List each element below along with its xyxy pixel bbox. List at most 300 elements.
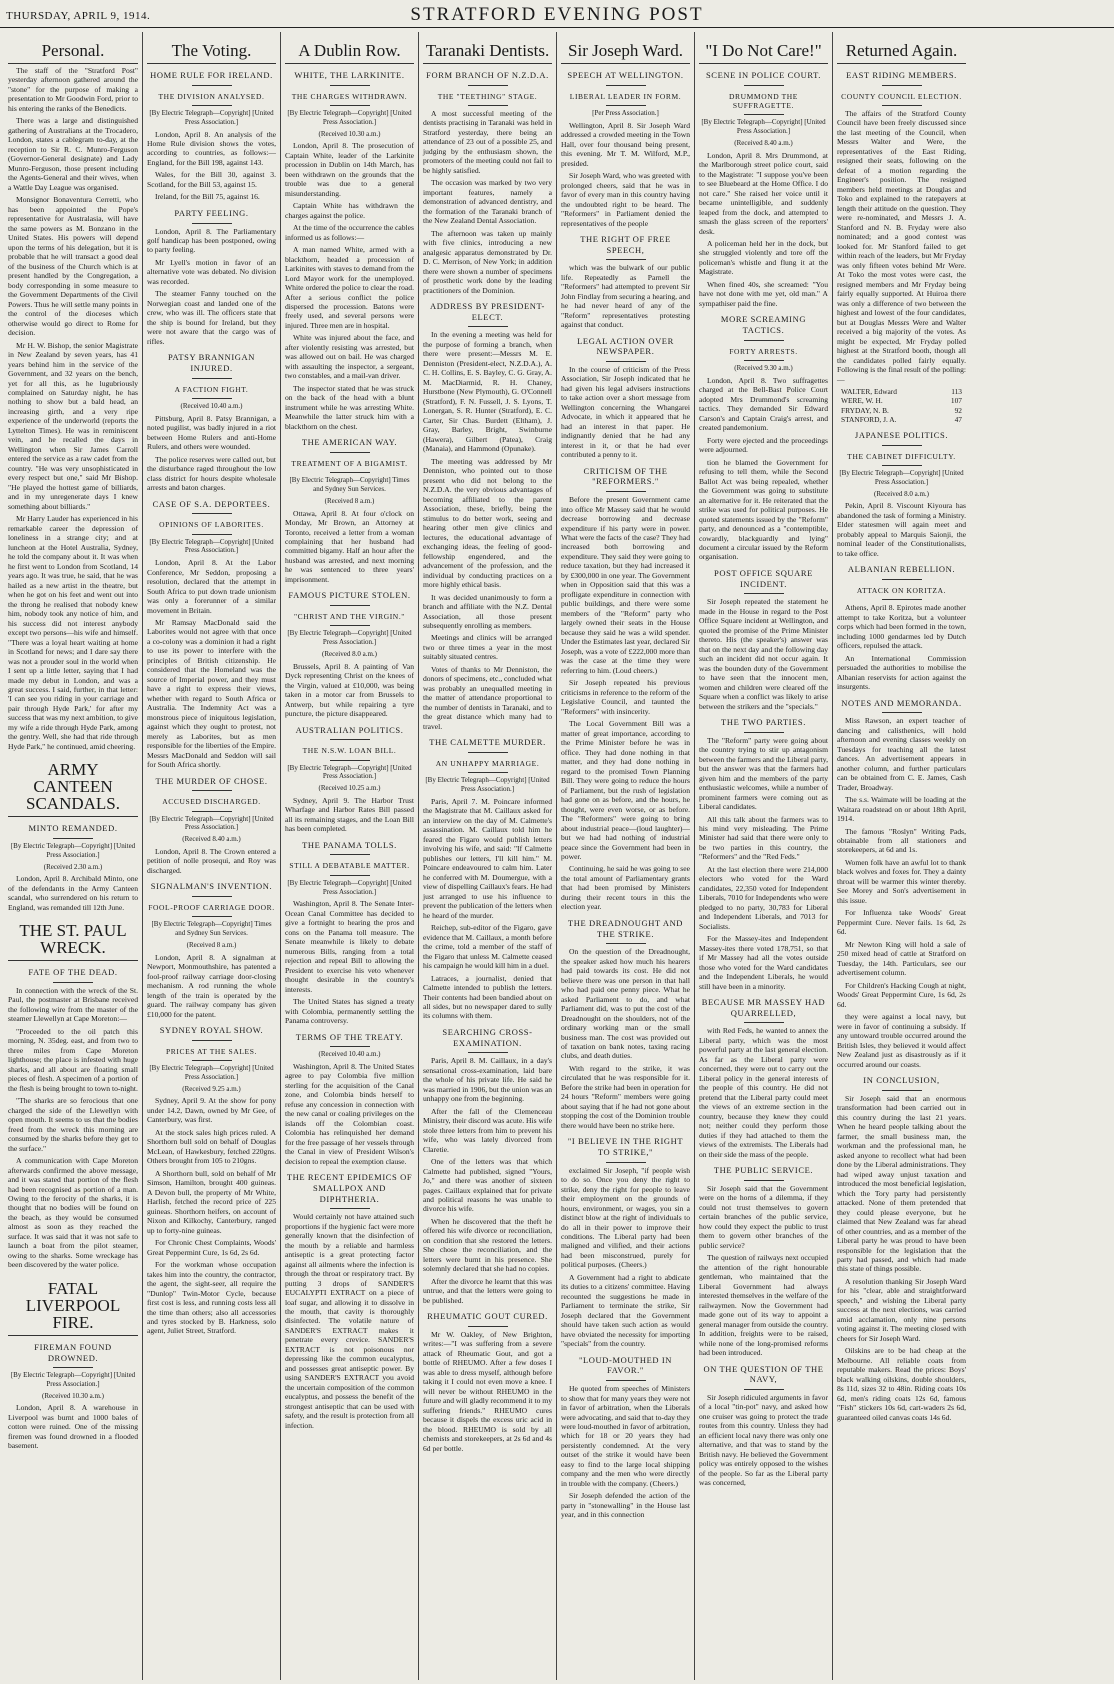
byline: [By Electric Telegraph—Copyright] [United Press Association.] [149,109,274,126]
byline: [By Electric Telegraph—Copyright] [United Press Association.] [149,1064,274,1081]
article [285,590,414,718]
paragraph: In the course of criticism of the Press Association, Sir Joseph indicated that he had given his legal advisers instructions to take action over a short message from Wellington concerning the Whangarei Advocate, in which it appeared that he had an interest in that paper. He indignantly denied that he had any interest in it, or that he had ever contributed a penny to it. [561,364,690,460]
article [699,1165,828,1357]
headline-rule [8,960,138,961]
paragraph: There was a large and distinguished gathering of Australians at the Trocadero, London, states a cablegram to-day, at the reception to Sir R. C. Munro-Ferguson (Governor-General designate) and Lady Munro-Ferguson, those present including the Agents-General and their wives, when a Wattle Day League was organised. [8,116,138,192]
subheading: WHITE, THE LARKINITE. [294,70,405,80]
subheading: PRICES AT THE SALES. [166,1046,257,1056]
subheading: FIREMAN FOUND DROWNED. [34,1341,112,1363]
paragraph: Sydney, April 9. The Harbor Trust Wharfage and Harbor Rates Bill passed all its remaining stages, and the Loan Bill has been completed. [285,795,414,834]
divider [53,982,93,983]
divider [744,1180,784,1181]
subheading: THE MURDER OF CHOSE. [155,775,268,786]
subheading: FORTY ARRESTS. [729,346,798,356]
article [837,698,966,1070]
paragraph: Wellington, April 8. Sir Joseph Ward addressed a crowded meeting in the Town Hall, over four thousand being present, this evening. Mr T. M. Wilford, M.P., presided. [561,120,690,168]
paragraph: Sir Joseph said that the Government were on the horns of a dilemma, if they could not trust themselves to govern certain branches of the public service, how could they expect the public to trust them to govern other branches of the public service? [699,1183,828,1250]
divider [468,1326,508,1327]
paragraph: Meetings and clinics will be arranged two or three times a year in the most suitably situated centres. [423,633,552,662]
article [423,1027,552,1305]
poll-result-row [837,387,966,396]
divider [330,854,370,855]
column [280,32,418,1680]
subheading: FAMOUS PICTURE STOLEN. [288,590,411,601]
article [285,42,414,431]
received-time: (Received 10.30 a.m.) [318,129,381,138]
article [837,42,966,424]
subheading: CRITICISM OF THE "REFORMERS." [583,465,668,487]
received-time: (Received 9.30 a.m.) [734,364,793,372]
paragraph: The Local Government Bill was a matter of great importance, according to the Prime Minister before he was in office. They had done nothing in that matter, and they had done nothing in regard to the promised Town Planning Bill. They were going to reduce the hours of Parliament, but the rush of legislation had gone on as before, and the hours, he thought, were even worse, or as before. The "Reformers" were going to bring about industrial peace—(loud laughter)—but we had had nothing of industrial peace since the Government had been in power. [561,719,690,861]
paragraph: In the evening a meeting was held for the purpose of forming a branch, when there were present:—Messrs M. E. Denniston (President-elect, N.Z.D.A.), A. C. H. Collins, E. S. Bayley, C. G. Gray, A. M. MacDiarmid, R. H. Chaney, Hurstbone (New Plymouth), G. O'Connell (Stratford), F. N. Fussell, J. S. Lyons, T. Lonergan, S. R. Hunter (Stratford), E. C. Carter, Sir Chas. Burdett (Eltham), J. Gray, Barley, Bright, Swinburne (Hawera), Gilbert (Patea), Craig (Manaia), and Hammond (Opunake). [423,330,552,454]
paragraph: London, April 8. A warehouse in Liverpool was burnt and 1000 bales of cotton were ruined. One of the missing firemen was found drowned in a flooded basement. [8,1403,138,1451]
subheading: THE PUBLIC SERVICE. [713,1165,814,1176]
divider [330,605,370,606]
paragraph: The question of railways next occupied the attention of the right honourable gentleman, who maintained that the Liberal Government had always interested themselves in the welfare of the railwaymen. Now the Government had made gone out of its way to appoint a general manager from outside the country. In addition, freights were to be raised, while none of the long-promised reforms had been introduced. [699,1253,828,1358]
article [285,840,414,1026]
paragraph: they were against a local navy, but were in favor of continuing a subsidy. If any untoward trouble occurred around the British Isles, they believed it would affect New Zealand just as disastrously as if it occurred around our coasts. [837,1012,966,1069]
divider [882,465,922,466]
headline-rule [8,1335,138,1336]
headline-rule [699,63,828,64]
paragraph: Paris, April 7. M. Poincare informed the Magistrate that M. Caillaux asked for an interview on the day of M. Calmette's assassination. M. Caillaux told him he feared the Figaro would publish letters involving his wife, and said: "If Calmette publishes our letters, I'll kill him." M. Poincare endeavoured to calm him. Later he conferred with M. Doumergue, with a view of dispelling Caillaux's fears. He had just arranged to use his influence to prevent the publication of the letters when he heard of the murder. [423,796,552,920]
paragraph: The "Reform" party were going about the country trying to stir up antagonism between the farmers and the Liberal party, but the answer was that the farmers had given him and the members of the party enthusiastic welcomes, while a number of prominent farmers were coming out as Liberal candidates. [699,735,828,812]
article [837,430,966,558]
headline-rule [837,63,966,64]
divider [330,739,370,740]
paragraph: Continuing, he said he was going to see the total amount of Parliamentary grants that had been promised by Ministers during their recent tours in this the election year. [561,864,690,912]
paragraph: London, April 8. A signalman at Newport, Monmouthshire, has patented a fool-proof railway carriage door-closing mechanism. A rod running the whole length of the train is operated by the guard. The railway company has given £10,000 for the patent. [147,952,276,1019]
divider [882,599,922,600]
subheading: THE AMERICAN WAY. [301,437,398,448]
subheading: STILL A DEBATABLE MATTER. [289,861,410,871]
article [423,42,552,295]
divider [330,625,370,626]
paragraph: A man named White, armed with a blackthorn, headed a procession of Larkinites with staves to demand from the Lord Mayor work for the unemployed. White ordered the police to clear the road. After a serious conflict the police dispersed the procession. Batons were freely used, and several persons were injured. Three men are in hospital. [285,245,414,330]
subheading: ATTACK ON KORITZA. [856,585,947,595]
article [285,437,414,584]
article [699,1364,828,1488]
received-time: (Received 10.30 a.m.) [41,1391,104,1400]
divider [744,732,784,733]
paragraph: A policeman held her in the dock, but she struggled violently and tore off the policeman's whistle and flung it at the Magistrate. [699,238,828,277]
paragraph: White was injured about the face, and after violently resisting was arrested, but was allowed out on bail. He was charged with assaulting the inspector, a sergeant, two constables, and a mail-van driver. [285,333,414,381]
subheading: "I BELIEVE IN THE RIGHT TO STRIKE," [567,1136,684,1157]
subheading: ON THE QUESTION OF THE NAVY, [703,1363,824,1385]
paragraph: At the time of the occurrence the cables informed us as follows:— [285,223,414,242]
subheading: EAST RIDING MEMBERS. [846,70,957,80]
article [147,208,276,346]
article [561,1136,690,1348]
paragraph: An International Commission persuaded the authorities to mobilise the Albanian reservists for action against the insurgents. [837,653,966,692]
newspaper-title: STRATFORD EVENING POST [410,4,704,25]
divider [606,943,646,944]
paragraph: After the fall of the Clemenceau Ministry, their discord was acute. His wife stole three letters from him to prevent his wife, who was lately divorced from Claretie. [423,1106,552,1154]
byline: [By Electric Telegraph—Copyright] [United Press Association.] [10,842,136,859]
divider [606,491,646,492]
divider [468,85,508,86]
issue-date: THURSDAY, APRIL 9, 1914. [6,10,151,22]
received-time: (Received 8 a.m.) [186,940,237,949]
article [147,352,276,492]
column [556,32,694,1680]
paragraph: Mr W. Oakley, of New Brighton, writes:—"I was suffering from a severe attack of Rheumatic Gout, and got a bottle of RHEUMO. After a few doses I was able to dress myself, although before taking it I could not even move a knee. I will never be without RHEUMO in the future and will gladly recommend it to my suffering friends." RHEUMO cures because it dispels the excess uric acid in the blood. RHEUMO is sold by all chemists and storekeepers, at 2s 6d and 4s 6d per bottle. [423,1329,552,1453]
paragraph: Captain White has withdrawn the charges against the police. [285,201,414,220]
subheading: DRUMMOND THE SUFFRAGETTE. [729,91,798,110]
paragraph: Mr Harry Lauder has experienced in his remarkable career the depression of loneliness in a strange city; and at luncheon at the Hotel Australia, Sydney, he told the company about it. It was when he first went to London from Scotland, 14 years ago. It was true, he said, that he was hailed as a new artist in the theatre, but when he got on his feet and went out into the throng he realised that nobody knew him, nobody took any notice of him, and his success did not interest anybody except two persons—his wife and himself. "There was a loyal heart waiting at home in Scotland for news; and I dare say there was not a prouder soul in the world when I sent up a little letter, saying that I had made my debut in London, and was a great success. I said, further, in that letter: 'I can see you riding in your carriage and pair through Hyde Park,' for after my success that was my next ambition, to give my wife a ride through Hyde Park, among the gentry. Well, she had that ride through Hyde Park," he continued, amid cheering. [8,514,138,751]
divider [330,105,370,106]
byline: [By Electric Telegraph—Copyright] [United Press Association.] [287,763,412,781]
byline: [By Electric Telegraph—Copyright] [United Press Association.] [10,1371,136,1388]
paragraph: Washington, April 8. The United States agree to pay Colombia five million sterling for the acquisition of the Canal zone, and Colombia binds herself to refuse any concession in connection with the new canal or coaling privileges on the islands off the Colombian coast. Colombia has relinquished her demand for the free passage of her vessels through the Canal in view of President Wilson's decision to repeal the exemption clause. [285,1061,414,1166]
paragraph: Sir Joseph Ward, who was greeted with prolonged cheers, said that he was in favor of every man in this country having the undoubted right to be heard. The "Reformers" in Parliament denied the representatives of the people [561,171,690,228]
subheading: LEGAL ACTION OVER NEWSPAPER. [577,335,674,357]
paragraph: Votes of thanks to Mr Denniston, the donors of specimens, etc., concluded what was probably an unequalled meeting in the matter of attendance proportional to the number of dentists in Taranaki, and to the great distance which many had to travel. [423,664,552,731]
paragraph: The staff of the "Stratford Post" yesterday afternoon gathered around the "stone" for the purpose of making a presentation to Mr Goodwin Ford, prior to his entering the ranks of the Benedicts. [8,66,138,113]
divider [744,593,784,594]
divider [606,85,646,86]
byline: [By Electric Telegraph—Copyright] [United Press Association.] [701,118,826,136]
subheading: THE CABINET DIFFICULTY. [847,451,956,461]
received-time: (Received 8.40 a.m.) [182,835,241,844]
paragraph: For the workman whose occupation takes him into the country, the contractor, the agent, the sight-seer, all require the "Dunlop" Twin-Motor Cycle, because first cost is less, and running costs less all the time than others; also all accessories and tyres stocked by B. Harkness, solo agent, Juliet Street, Stratford. [147,1260,276,1336]
headline: "I Do Not Care!" [705,41,822,60]
paragraph: Monsignor Bonaventura Cerretti, who has been appointed the Pope's representative for Australasia, will have the same powers as M. Bonzano in the United States. His powers will depend upon the terms of his delegation, but it is probable that he will transact a good deal of the business of the Church which is at present handled by the Congregation, a body corresponding in some measure to the Government Departments of the Civil Powers. Thus he will settle many points in the control of the dioceses which otherwise would go direct to Rome for decision. [8,195,138,338]
byline: [Per Press Association.] [592,109,659,117]
paragraph: When fined 40s, she screamed: "You have not done with me yet, old man." A sympathiser paid the fine. [699,279,828,308]
poll-result-row [837,406,966,415]
subheading: SIGNALMAN'S INVENTION. [150,881,273,892]
candidate-name: WERE, W. H. [841,396,883,406]
paragraph: London, April 8. An analysis of the Home Rule division shows the votes, according to countries, as follows:— England, for the Bill 198, against 143. [147,129,276,167]
paragraph: Mr Ramsay MacDonald said the Laborites would not agree with that once a co-colony was a dominion it had a right to use its power to interfere with the principles of British citizenship. He considered that the Homeland was the source of Imperial power, and they must have a right to express their views, whether with regard to South Africa or Australia. The Indemnity Act was a monstrous piece of iniquitous legislation, against which they ought to protest, not merely as Laborites, but as men responsible for the liberties of the Empire. Messrs MacDonald and Seddon will sail for South Africa shortly. [147,617,276,770]
subheading: FORM BRANCH OF N.Z.D.A. [426,70,549,80]
divider [192,811,232,812]
article [147,776,276,876]
paragraph: A most successful meeting of the dentists practising in Taranaki was held in Stratford yesterday, there being an attendance of 23 out of a possible 25, and judging by the enthusiasm shown, the promoters of the meeting could not fail to be highly satisfied. [423,109,552,175]
candidate-votes: 92 [954,405,962,415]
paragraph: tion he blamed the Government for refusing to tell them, while the Second Ballot Act was being repealed, whether the Government was going to substitute an alternative for it. He reiterated that the strike was used for political purposes. He quoted statements issued by the "Reform" party, and denounced as a "contemptible, cowardly, blackguardly and lying" document a circular issued by the Reform organisation. [699,457,828,562]
candidate-name: WALTER, Edward [841,387,897,397]
paragraph: For the Massey-ites and Independent Massey-ites there voted 178,751, so that if Mr Massey had all the votes outside those who voted for the Ward candidates and the Independent Liberals, he would still have been in a minority. [699,934,828,991]
article [561,1355,690,1520]
divider [53,1367,93,1368]
paragraph: One of the letters was that which Calmette had published, signed "Yours, Jo," and there was another of sixteen pages. Caillaux explained that for private and political reasons he was unable to divorce his wife. [423,1157,552,1214]
paragraph: Mr Lyell's motion in favor of an alternative vote was debated. No division was recorded. [147,257,276,286]
paragraph: Sir Joseph defended the action of the party in "stonewalling" in the House last year, and in this connection [561,1491,690,1520]
paragraph: After the divorce he learnt that this was untrue, and that the letters were going to be published. [423,1276,552,1305]
byline: [By Electric Telegraph—Copyright] [United Press Association.] [287,629,412,647]
divider [468,772,508,773]
paragraph: A Government had a right to abdicate its duties to a citizens' committee. Having recounted the suggestions he made in Parliament to terminate the strike, Sir Joseph declared that the Government should have taken such action as would have obviated the necessity for importing "specials" from the country. [561,1272,690,1349]
divider [192,105,232,106]
divider [606,105,646,106]
headline: Taranaki Dentists. [425,41,550,60]
divider [468,105,508,106]
paragraph: London, April 8. The Crown entered a petition of nolle prosequi, and Roy was discharged. [147,846,276,875]
divider [330,452,370,453]
subheading: AUSTRALIAN POLITICS. [295,724,404,735]
article [285,1172,414,1430]
paragraph: A resolution thanking Sir Joseph Ward for his "clear, able and straightforward speech," and wishing the Liberal party success at the next elections, was carried amid acclamation, only nine persons voting against it. The meeting closed with cheers for Sir Joseph Ward. [837,1276,966,1343]
poll-results [837,387,966,424]
headline: A Dublin Row. [298,41,401,60]
article [561,336,690,460]
divider [192,513,232,514]
subheading: COUNTY COUNCIL ELECTION. [841,91,962,101]
paragraph: A Shorthorn bull, sold on behalf of Mr Simson, Hamilton, brought 400 guineas. A Devon bull, the property of Mr White, Harlish, fetched the record price of 225 guineas. Shorthorn heifers, on account of Nixon and Kilkochy, Canterbury, ranged up to forty-nine guineas. [147,1168,276,1235]
article [561,234,690,330]
paragraph: It was decided unanimously to form a branch and affiliate with the N.Z. Dental Association, all those present subsequently enrolling as members. [423,592,552,630]
paragraph: "The sharks are so ferocious that one charged the side of the Llewellyn with open mouth. It seems to us that the bodies freed from the wreck this morning are consumed by the sharks before they get to the surface." [8,1096,138,1153]
paragraph: The steamer Fanny touched on the Norwegian coast and landed one of the crew, who was ill. The officers state that the ship is bound for Ireland, but they were not aware that the cargo was of rifles. [147,289,276,346]
headline: Sir Joseph Ward. [568,41,683,60]
paragraph: With regard to the strike, it was circulated that he was responsible for it. Before the strike had been in operation for 24 hours "Reform" members were going about saying that if he had not gone about stopping the cost of the Dominion trouble there would have been no strike here. [561,1063,690,1130]
subheading: FATE OF THE DEAD. [28,967,118,978]
paragraph: The s.s. Waimate will be loading at the Waitara roadstead on or about 18th April, 1914. [837,795,966,824]
paragraph: with Red Feds, he wanted to annex the Liberal party, which was the most powerful party at the last general election. As far as the Liberal party were concerned, they were out to carry out the Liberal policy in the general interests of the people of this country. He did not pretend that the Liberal party could meet the views of an extreme section in the country, because they knew they could not; neither could they perform those duties if they had attached to them the views of the extremists. The Liberals had on their side the mass of the people. [699,1026,828,1159]
divider [744,1389,784,1390]
paragraph: At the last election there were 214,000 electors who voted for the Ward candidates, 22,350 voted for Independent Liberals, 7010 for Independents who were pledged to no party, 30,783 for Liberal and Independent Liberals, and 7013 for Socialists. [699,864,828,931]
candidate-name: STANFORD, J. A. [841,414,897,424]
paragraph: For Children's Hacking Cough at night, Woods' Great Peppermint Cure, 1s 6d, 2s 6d. [837,980,966,1009]
subheading: NOTES AND MEMORANDA. [841,697,962,708]
divider [192,790,232,791]
divider [192,378,232,379]
paragraph: London, April 8. Archibald Minto, one of the defendants in the Army Canteen scandal, who surrendered on his return to England, was remanded till 12th June. [8,874,138,912]
column [142,32,280,1680]
article [8,1280,138,1451]
column-container [4,32,1110,1680]
byline: [By Electric Telegraph—Copyright] [United Press Association.] [287,878,412,896]
received-time: (Received 10.25 a.m.) [318,784,381,793]
paragraph: Latraces, a journalist, denied that Calmette intended to publish the letters. Their contents had been bandied about on all sides, but no newspaper dared to sully its columns with them. [423,973,552,1021]
subheading: "LOUD-MOUTHED IN FAVOR." [578,1354,673,1376]
paragraph: Oilskins are to be had cheap at the Melbourne. All reliable coats from reputable makers. Read the prices: Boys' black walking oilskins, double shoulders, 8s 11d, sizes 32 to 48in. Riding coats 10s 6d, men's riding coats 12s 6d, famous "Fish" stickers 10s 6d, cart-waders 2s 6d, guaranteed oiled canvas coats 14s 6d. [837,1346,966,1422]
paragraph: In connection with the wreck of the St. Paul, the postmaster at Brisbane received the following wire from the master of the steamer Llewellyn at Cape Moreton:— [8,985,138,1024]
subheading: SYDNEY ROYAL SHOW. [159,1025,264,1036]
subheading: LIBERAL LEADER IN FORM. [569,91,682,101]
paragraph: Washington, April 8. The Senate Inter-Ocean Canal Committee has decided to give a fortnight to hearing the pros and cons on the Panama toll measure. The Senate meanwhile is likely to debate numerous Bills, ranging from a total rejection and repeal Bill to allowing the President to exercise his veto whenever thought desirable in the country's interests. [285,899,414,994]
divider [882,579,922,580]
byline: [By Electric Telegraph—Copyright] [United Press Association.] [425,776,550,794]
candidate-votes: 107 [950,396,962,406]
divider [744,85,784,86]
received-time: (Received 8 a.m.) [324,496,375,505]
subheading: HOME RULE FOR IRELAND. [150,70,273,80]
column [418,32,556,1680]
paragraph: Sydney, April 9. At the show for pony under 14.2, Dawn, owned by Mr Gee, of Canterbury, was first. [147,1096,276,1125]
headline-rule [423,63,552,64]
divider [606,259,646,260]
divider [606,1162,646,1163]
subheading: PARTY FEELING. [174,207,249,218]
subheading: SPEECH AT WELLINGTON. [567,70,684,80]
paragraph: When he discovered that the theft he offered his wife divorce or reconciliation, on condition that she restored the letters. She chose the reconciliation, and the letters were burnt in his presence. She solemnly declared that she had no copies. [423,1216,552,1274]
candidate-votes: 113 [951,387,962,397]
received-time: (Received 10.40 a.m.) [180,401,243,410]
paragraph: Wales, for the Bill 30, against 3. Scotland, for the Bill 53, against 15. [147,170,276,189]
subheading: A FACTION FIGHT. [174,384,249,394]
received-time: (Received 8.0 a.m.) [873,489,929,498]
subheading: SCENE IN POLICE COURT. [705,70,821,80]
candidate-name: FRYDAY, N. B. [841,405,889,415]
divider [468,752,508,753]
divider [330,1208,370,1209]
paragraph: Ottawa, April 8. At four o'clock on Monday, Mr Brown, an Attorney at Toronto, received a letter from a woman complaining that her husband had committed bigamy. Half an hour after the husband was arrested, and next morning he was sentenced to three years' imprisonment. [285,508,414,584]
divider [882,712,922,713]
candidate-votes: 47 [954,414,962,424]
byline: [By Electric Telegraph—Copyright] [United Press Association.] [149,537,274,555]
divider [330,1046,370,1047]
masthead [0,0,1114,30]
subheading: AN UNHAPPY MARRIAGE. [435,758,540,768]
article [837,1075,966,1422]
paragraph: All this talk about the farmers was to his mind very misleading. The Prime Minister had said that there were only to be two parties in this country, the "Reformers" and the "Red Feds." [699,814,828,862]
paragraph: Sir Joseph repeated the statement he made in the House in regard to the Post Office Square incident at Wellington, and quoted the promise of the Prime Minister thereto. His (the speaker's) answer was that on the next day and the following day such an incident did not occur again. It was the bounden duty of the Government to have seen that the innocent men, women and children were cleared off the Square when a conflict was likely to arise between the strikers and the "specials." [699,597,828,711]
headline: Personal. [41,41,105,60]
subheading: JAPANESE POLITICS. [854,430,949,441]
byline: [By Electric Telegraph—Copyright] [United Press Association.] [839,469,964,486]
divider [882,105,922,106]
subheading: "CHRIST AND THE VIRGIN." [294,612,405,622]
article [699,717,828,991]
divider [192,398,232,399]
subheading: THE PANAMA TOLLS. [302,839,397,850]
paragraph: Women folk have an awful lot to thank black wolves and foxes for. They a dainty throat will be warmer this winter thereby. See Morey and Son's advertisement in this issue. [837,857,966,905]
article [285,1032,414,1167]
paragraph: The meeting was addressed by Mr Denniston, who pointed out to those present who did not belong to the N.Z.D.A. the very obvious advantages of becoming affiliated to the parent Association, these, briefly, being the stimulus to do better work, seeing and hearing other men give clinics and lectures, the educational advantage of exchanging ideas, the feeling of good-fellowship engendered, and the advancement of the profession, and the individual by conducting practices on a more highly ethical basis. [423,456,552,590]
paragraph: Ireland, for the Bill 75, against 16. [155,192,260,202]
paragraph: which was the bulwark of our public life. Repeatedly as Parnell the "Reformers" had attempted to prevent Sir John Findlay from securing a hearing, and he had never heard of any of the "Reform" representatives protesting against that conduct. [561,263,690,330]
subheading: TREATMENT OF A BIGAMIST. [291,458,408,468]
headline-rule [147,63,276,64]
paragraph: For Chronic Chest Complaints, Woods' Great Peppermint Cure, 1s 6d, 2s 6d. [147,1238,276,1257]
subheading: THE DREADNOUGHT AND THE STRIKE. [567,917,684,939]
divider [192,1040,232,1041]
subheading: THE RECENT EPIDEMICS OF SMALLPOX AND DIPHTHERIA. [286,1172,413,1204]
subheading: MINTO REMANDED. [28,823,118,834]
headline: Returned Again. [845,41,958,60]
headline-rule [561,63,690,64]
divider [53,838,93,839]
paragraph: Forty were ejected and the proceedings were adjourned. [699,435,828,455]
subheading: MORE SCREAMING TACTICS. [720,314,807,335]
article [699,997,828,1159]
headline-rule [8,63,138,64]
paragraph: Sir Joseph ridiculed arguments in favor of a local "tin-pot" navy, and asked how one cruiser was going to protect the trade routes from this country. Unless they had an efficient local navy there was only one alternative, and that was to stand by the British navy. He believed the Government policy was entirely opposed to the wishes of the people. So far as the Liberal party was concerned, [699,1392,828,1488]
article [423,301,552,731]
article [8,922,138,1270]
paragraph: The afternoon was taken up mainly with five clinics, introducing a new analgesic apparatus demonstrated by Dr. D. C. Merrison, of New York; in addition there were shown a number of specimens of prosthetic work done by the leading practitioners of the Dominion. [423,228,552,295]
paragraph: The affairs of the Stratford County Council have been freely discussed since the last meeting of the Council, when Messrs Walter and Were, the representatives of the East Riding, resigned their seats, following on the defeat of a motion regarding the Engineer's position. The resigned members held meetings at Douglas and Toko and explained to the ratepayers at length their attitude on the question. They were re-nominated, and Messrs J. A. Stanford and N. B. Fryday were also nominated; and a good contest was looked for. Mr Stanford failed to get within reach of the leaders, but Mr Fryday was only fifteen votes behind Mr Were. At Toko the most votes were cast, the resigned members and Mr Fryday being fairly equally supported. At Huiroa there was only a difference of two between the highest and lowest of the four candidates, but at Douglas Messrs Were and Walter received a big majority of the votes. As might be expected, Mr Fryday polled highest at the Stratford booth, though all the candidates polled fairly equally. Following is the final result of the polling:— [837,109,966,384]
received-time: (Received 10.40 a.m.) [318,1050,381,1059]
column [694,32,832,1680]
divider [192,896,232,897]
paragraph: Mr Newton King will hold a sale of 250 mixed head of cattle at Stratford on Tuesday, the 14th. Particulars, see our advertisement column. [837,939,966,978]
paragraph: He quoted from speeches of Ministers to show that for many years they were not in favor of arbitration, when the Liberals were advocating, and said that to-day they were loud-mouthed in favor of arbitration, which for 18 or 20 years they had persistently condemned. At the very outset of the strike it would have been easy to find to the large local shipping company and the men who were directly in trouble with the company. (Cheers.) [561,1384,690,1488]
divider [192,223,232,224]
headline-rule [8,816,138,817]
paragraph: Miss Rawson, an expert teacher of dancing and calisthenics, will hold afternoon and evening classes weekly on Tuesdays for teaching all the latest dances. An advertisement appears in another column, and further particulars can be obtained from C. E. James, Cash Trader, Broadway. [837,716,966,792]
subheading: IN CONCLUSION, [863,1075,940,1086]
byline: [By Electric Telegraph—Copyright] Times and Sydney Sun Services. [151,920,272,938]
subheading: POST OFFICE SQUARE INCIDENT. [714,567,813,589]
paragraph: The occasion was marked by two very important features, namely a demonstration of advanced dentistry, and the formation of the Taranaki branch of the New Zealand Dental Association. [423,178,552,226]
paragraph: "Proceeded to the oil patch this morning, N. 35deg. east, and from two to three miles from Cape Moreton lighthouse; the place is infested with huge sharks, and all about are floating small pieces of flesh. A specimen of a portion of the flesh is being brought to town to-night. [8,1026,138,1093]
subheading: CASE OF S.A. DEPORTEES. [152,498,271,509]
subheading: TERMS OF THE TREATY. [295,1031,404,1042]
divider [882,85,922,86]
received-time: (Received 8.40 a.m.) [734,138,793,147]
divider [744,360,784,361]
subheading: OPINIONS OF LABORITES. [159,520,264,530]
divider [192,916,232,917]
divider [606,1380,646,1381]
paragraph: At the stock sales high prices ruled. A Shorthorn bull sold on behalf of Douglas McLean, of Hawkesbury, fetched 220gns. Others brought from 105 to 210gns. [147,1127,276,1166]
article [699,314,828,454]
article [147,499,276,770]
subheading: ALBANIAN REBELLION. [847,564,956,575]
article [699,458,828,562]
article [8,42,138,751]
divider [882,1090,922,1091]
divider [744,1022,784,1023]
subheading: THE CHARGES WITHDRAWN. [291,91,408,101]
subheading: FOOL-PROOF CARRIAGE DOOR. [148,903,275,913]
paragraph: exclaimed Sir Joseph, "if people wish to do so. Once you deny the right to strike, deny the right for people to leave their employment on the grounds of hours, environment, or wages, you sin a distinct blow at the right of individuals to do all in their power to improve their conditions. The Liberal party had been maligned and vilified, and their actions had been misconstrued, purely for political purposes. (Cheers.) [561,1165,690,1270]
received-time: (Received 9.25 a.m.) [182,1084,241,1093]
paragraph: The inspector stated that he was struck on the back of the head with a blunt instrument while he was arresting White. Meanwhile the latter struck him with a blackthorn on the chest. [285,383,414,431]
paragraph: Sir Joseph repeated his previous criticisms in reference to the reform of the Legislative Council, and taunted the "Reformers" with insincerity. [561,678,690,716]
subheading: THE "TEETHING" STAGE. [437,91,538,101]
byline: [By Electric Telegraph—Copyright] Times and Sydney Sun Services. [289,476,410,494]
masthead-rule [0,27,1114,28]
paragraph: On the question of the Dreadnought, the speaker asked how much his hearers had paid towards its cost. He did not believe there was one person in that hall who had paid one penny piece. What he asked Parliament to do, and what Parliament did, was to put the cost of the Dreadnought on the shoulders, not of the ordinary working man or the small business man. The cost was provided out of taxation on bank notes, taxing racing clubs, and death duties. [561,947,690,1061]
paragraph: London, April 8. The Parliamentary golf handicap has been postponed, owing to party feeling. [147,226,276,255]
divider [192,85,232,86]
divider [744,340,784,341]
subheading: ADDRESS BY PRESIDENT-ELECT. [430,301,545,322]
article [285,725,414,834]
subheading: THE N.S.W. LOAN BILL. [302,746,397,756]
paragraph: London, April 8. Mrs Drummond, at the Marlborough street police court, said to the Magistrate: "I suppose you've been to see Bluebeard at the Home Office. I do not care." She raised her voice until it became unintelligible, and suddenly leaped from the dock, and attempted to smash the glass screen of the reporters' desk. [699,150,828,236]
column [832,32,970,1680]
divider [192,534,232,535]
article [561,918,690,1130]
subheading: SEARCHING CROSS-EXAMINATION. [442,1026,533,1048]
paragraph: Pittsburg, April 8. Patsy Brannigan, a noted pugilist, was badly injured in a riot between Home Rulers and anti-Home Rulers, and others were wounded. [147,413,276,452]
article [147,42,276,202]
article [561,466,690,912]
article [8,761,138,912]
paragraph: The United States has signed a treaty with Colombia, permanently settling the Panama controversy. [285,997,414,1026]
article [837,564,966,691]
article [699,42,828,308]
subheading: PATSY BRANNIGAN INJURED. [167,352,255,373]
paragraph: The police reserves were called out, but the disturbance raged throughout the low class district for hours despite wholesale arrests and baton charges. [147,454,276,493]
paragraph: Before the present Government came into office Mr Massey said that he would decrease borrowing and decrease expenditure if his party were in power. What were the facts of the case? They had increased both borrowing and expenditure. They said they were going to reduce taxation, but they had increased it by £300,000 in one year. The Government when in Opposition said that this was a profligate expenditure in connection with public buildings, and there were some members of the "Reform" party who largely owned their seats in the House because they said he was a wild spender. Under the Estimates last year, declared Sir Joseph, was a vote of £222,000 more than was the case at the time they were referring to him. (Loud cheers.) [561,495,690,675]
paragraph: Would certainly not have attained such proportions if the hygienic fact were more generally known that the disinfection of the mouth by a reliable and harmless antiseptic is a great protecting factor against all ailments where the infection is through the throat or respiratory tract. By putting 3 drops of SANDER'S EUCALYPTI EXTRACT on a piece of loaf sugar, and allowing it to dissolve in the mouth, that cavity is thoroughly disinfected. The volatile nature of SANDER'S EXTRACT makes it penetrate every crevice. SANDER'S EXTRACT is not poisonous nor depressing like the common eucalyptus, and possesses great antiseptic power. By using SANDER'S EXTRACT you avoid the uncertain composition of the common eucalyptus, and possess the benefit of the strongest antiseptic that can be used with safety, and the result is protection from all infection. [285,1212,414,1430]
divider [330,875,370,876]
paragraph: Pekin, April 8. Viscount Kiyoura has abandoned the task of forming a Ministry. Elder statesmen will again meet and probably appeal to Marquis Saionji, the nominal leader of the Constitutionalists, to take office. [837,501,966,558]
subheading: THE RIGHT OF FREE SPEECH, [580,234,671,255]
article [699,568,828,711]
paragraph: The famous "Roslyn" Writing Pads, obtainable from all stationers and storekeepers, at 6d and 1s. [837,826,966,855]
column [4,32,142,1680]
headline-rule [285,63,414,64]
divider [744,114,784,115]
